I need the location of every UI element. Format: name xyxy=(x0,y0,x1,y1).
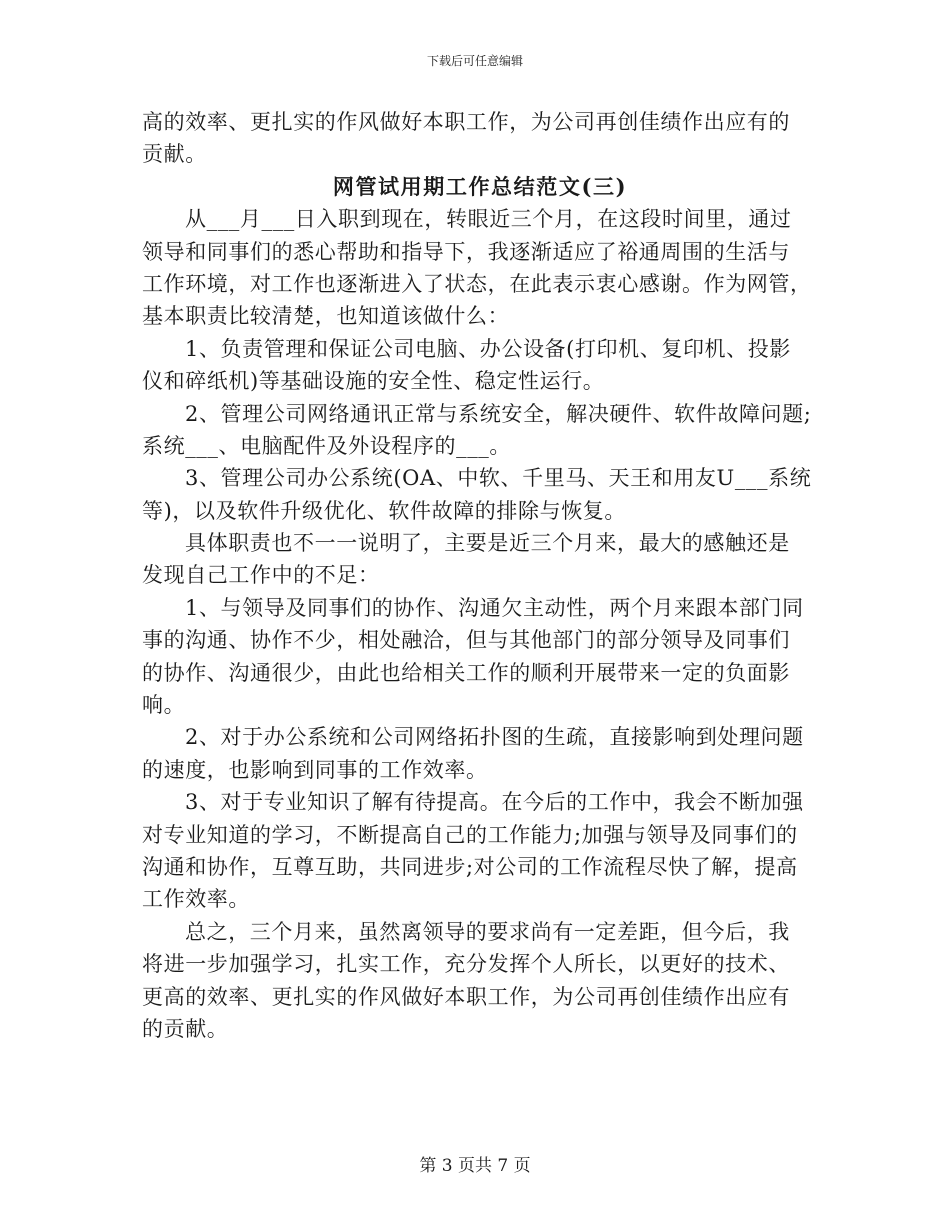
paragraph-line: 将进一步加强学习，扎实工作，充分发挥个人所长，以更好的技术、 xyxy=(142,952,790,977)
list-item-line: 3、管理公司办公系统(OA、中软、千里马、天王和用友U___系统 xyxy=(185,466,812,491)
paragraph-line: 发现自己工作中的不足： xyxy=(142,563,380,588)
list-item-line: 2、管理公司网络通讯正常与系统安全，解决硬件、软件故障问题; xyxy=(185,401,812,426)
list-item-line: 的协作、沟通很少，由此也给相关工作的顺利开展带来一定的负面影 xyxy=(142,660,790,685)
document-body xyxy=(142,106,818,1045)
list-item-line: 事的沟通、协作不少，相处融洽，但与其他部门的部分领导及同事们 xyxy=(142,628,790,653)
paragraph-line: 总之，三个月来，虽然离领导的要求尚有一定差距，但今后，我 xyxy=(185,919,790,944)
paragraph-line: 从___月___日入职到现在，转眼近三个月，在这段时间里，通过 xyxy=(185,207,792,232)
list-item-line: 2、对于办公系统和公司网络拓扑图的生疏，直接影响到处理问题 xyxy=(185,725,804,750)
intro-line: 贡献。 xyxy=(142,142,207,167)
paragraph-line: 更高的效率、更扎实的作风做好本职工作，为公司再创佳绩作出应有 xyxy=(142,984,790,1009)
paragraph-line: 基本职责比较清楚，也知道该做什么： xyxy=(142,304,510,329)
list-item-line: 的速度，也影响到同事的工作效率。 xyxy=(142,757,488,782)
paragraph-line: 具体职责也不一一说明了，主要是近三个月来，最大的感触还是 xyxy=(185,531,790,556)
list-item-line: 3、对于专业知识了解有待提高。在今后的工作中，我会不断加强 xyxy=(185,790,804,815)
paragraph-line: 工作环境，对工作也逐渐进入了状态，在此表示衷心感谢。作为网管， xyxy=(142,271,812,296)
list-item-line: 工作效率。 xyxy=(142,887,250,912)
list-item-line: 响。 xyxy=(142,693,186,718)
list-item-line: 仪和碎纸机)等基础设施的安全性、稳定性运行。 xyxy=(142,369,605,394)
list-item-line: 系统___、电脑配件及外设程序的___。 xyxy=(142,433,511,458)
section-title: 网管试用期工作总结范文(三) xyxy=(332,173,628,199)
list-item-line: 1、与领导及同事们的协作、沟通欠主动性，两个月来跟本部门同 xyxy=(185,595,804,620)
paragraph-line: 的贡献。 xyxy=(142,1016,229,1041)
list-item-line: 对专业知道的学习，不断提高自己的工作能力;加强与领导及同事们的 xyxy=(142,822,798,847)
page-header: 下载后可任意编辑 xyxy=(426,54,523,68)
intro-line: 高的效率、更扎实的作风做好本职工作，为公司再创佳绩作出应有的 xyxy=(142,110,790,134)
list-item-line: 1、负责管理和保证公司电脑、办公设备(打印机、复印机、投影 xyxy=(185,336,791,361)
list-item-line: 沟通和协作，互尊互助，共同进步;对公司的工作流程尽快了解，提高 xyxy=(142,854,798,879)
paragraph-line: 领导和同事们的悉心帮助和指导下，我逐渐适应了裕通周围的生活与 xyxy=(142,239,790,264)
page-number: 第 3 页共 7 页 xyxy=(419,1156,531,1176)
list-item-line: 等)，以及软件升级优化、软件故障的排除与恢复。 xyxy=(142,498,626,523)
